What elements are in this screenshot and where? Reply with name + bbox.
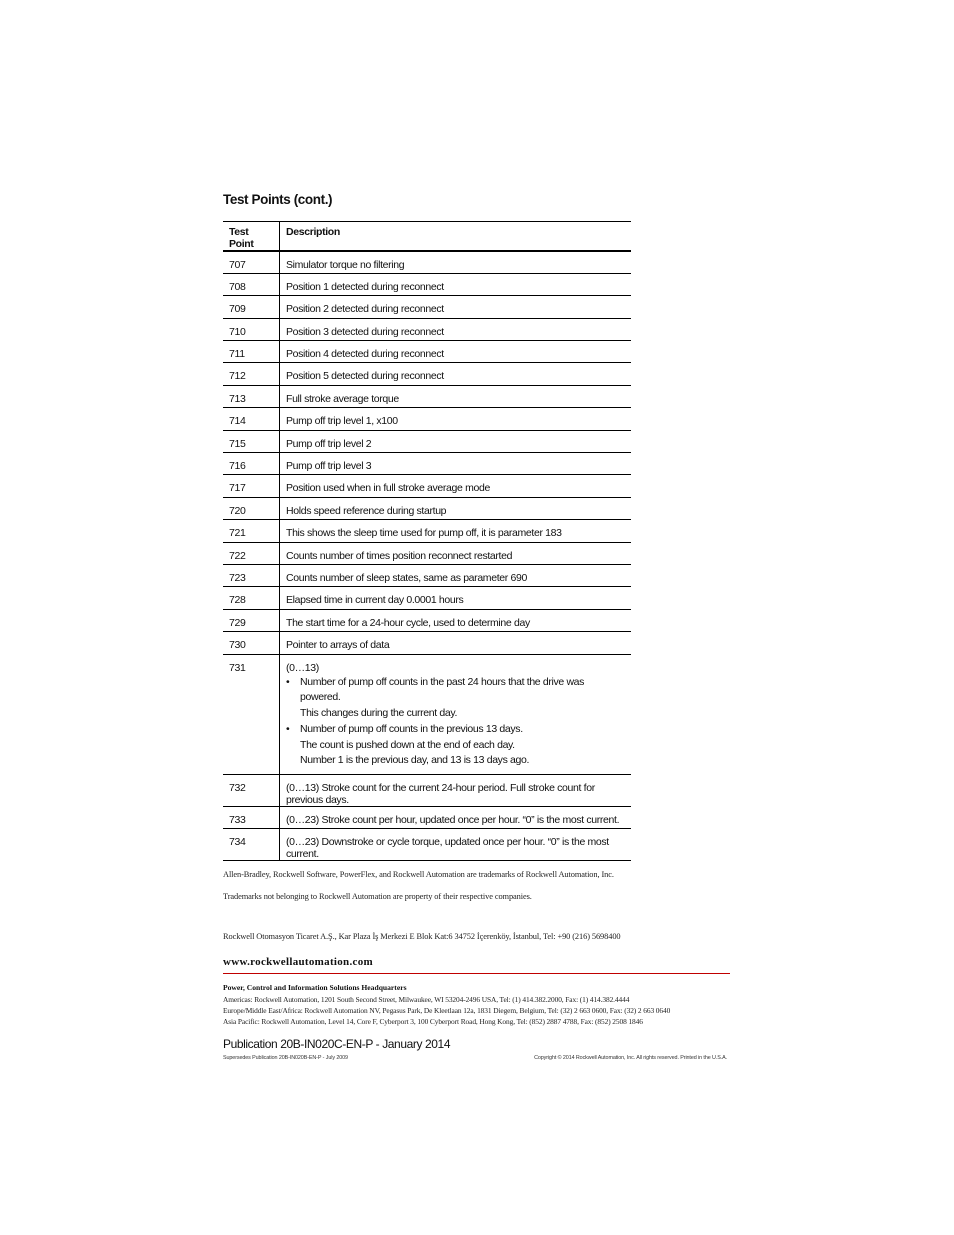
description-cell: Pump off trip level 3 [286,460,372,473]
description-cell: Position 5 detected during reconnect [286,370,444,383]
table-row [223,564,631,586]
emea-address: Europe/Middle East/Africa: Rockwell Automation NV, Pegasus Park, De Kleetlaan 12a, 1831 Diegem, Belgium, Tel: (32) 2 663 0600, Fax: (32) 2 663 0640 [223,1006,671,1015]
website-link[interactable]: www.rockwellautomation.com [223,956,373,968]
test-point-cell: 723 [223,564,280,586]
turkey-office-address: Rockwell Otomasyon Ticaret A.Ş., Kar Plaza İş Merkezi E Blok Kat:6 34752 İçerenköy, İstanbul, Tel: +90 (216) 5698400 [223,932,621,941]
test-point-cell: 732 [223,774,280,806]
table-header-row [223,222,631,252]
publication-number: Publication 20B-IN020C-EN-P - January 2014 [223,1037,451,1051]
bullet-line: • Number of pump off counts in the previous 13 days. [300,723,523,736]
description-cell: Pump off trip level 2 [286,437,372,450]
trademark-notice: Allen-Bradley, Rockwell Software, PowerFlex, and Rockwell Automation are trademarks of Rockwell Automation, Inc. [223,870,614,879]
table-row [223,609,631,631]
table-row [223,774,631,806]
description-cell: (0…23) Downstroke or cycle torque, updated once per hour. “0” is the most current. [286,835,609,860]
test-point-cell: 717 [223,475,280,497]
description-cell: Pump off trip level 1, x100 [286,415,398,428]
americas-address: Americas: Rockwell Automation, 1201 South Second Street, Milwaukee, WI 53204-2496 USA, Tel: (1) 414.382.2000, Fax: (1) 414.382.4444 [223,995,630,1004]
test-point-cell: 721 [223,520,280,542]
headquarters-title: Power, Control and Information Solutions Headquarters [223,983,407,992]
table-row [223,318,631,340]
test-point-cell: 708 [223,273,280,295]
description-cell: (0…13) Stroke count for the current 24-hour period. Full stroke count for previous days. [286,781,595,806]
table-row [223,296,631,318]
table-row [223,251,631,273]
bullet-list [286,675,625,769]
asia-pacific-address: Asia Pacific: Rockwell Automation, Level 14, Core F, Cyberport 3, 100 Cyberport Road, Hong Kong, Tel: (852) 2887 4788, Fax: (852) 2508 1846 [223,1017,643,1026]
description-cell: Counts number of sleep states, same as parameter 690 [286,571,527,584]
bullet-line: Number 1 is the previous day, and 13 is 13 days ago. [300,754,530,767]
header-test-point: Test Point [223,222,280,252]
table-row [223,520,631,542]
test-point-cell: 734 [223,828,280,860]
description-cell: Holds speed reference during startup [286,504,447,517]
description-cell: Elapsed time in current day 0.0001 hours [286,594,464,607]
description-cell: Pointer to arrays of data [286,639,390,652]
description-intro: (0…13) [286,661,319,674]
table-row [223,385,631,407]
test-point-cell: 716 [223,453,280,475]
test-point-cell: 731 [223,654,280,774]
description-cell: Position 3 detected during reconnect [286,325,444,338]
test-point-cell: 722 [223,542,280,564]
test-point-cell: 712 [223,363,280,385]
table-row [223,408,631,430]
description-cell: Position 4 detected during reconnect [286,348,444,361]
test-point-cell: 728 [223,587,280,609]
test-point-cell: 713 [223,385,280,407]
table-row [223,430,631,452]
bullet-line: • Number of pump off counts in the past 24 hours that the drive was powered. [300,675,585,704]
description-cell: This shows the sleep time used for pump off, it is parameter 183 [286,527,562,540]
list-item [286,722,625,769]
test-point-cell: 733 [223,806,280,828]
description-cell [280,654,632,774]
table-row [223,806,631,828]
description-cell: Position 1 detected during reconnect [286,280,444,293]
test-point-cell: 709 [223,296,280,318]
bullet-line: This changes during the current day. [300,706,458,719]
table-row [223,475,631,497]
table-row [223,497,631,519]
description-cell: Counts number of times position reconnect restarted [286,549,513,562]
table-row [223,632,631,654]
description-cell: Position used when in full stroke average mode [286,482,490,495]
test-point-cell: 729 [223,609,280,631]
supersedes-notice: Supersedes Publication 20B-IN020B-EN-P - July 2009 [223,1055,348,1061]
table-row [223,453,631,475]
test-point-cell: 707 [223,251,280,273]
bullet-line: The count is pushed down at the end of each day. [300,738,515,751]
description-cell: (0…23) Stroke count per hour, updated once per hour. “0” is the most current. [286,813,620,826]
test-point-cell: 710 [223,318,280,340]
footer-divider [223,973,730,974]
description-cell: Position 2 detected during reconnect [286,303,444,316]
table-row [223,341,631,363]
table-row [223,654,631,774]
test-point-cell: 711 [223,341,280,363]
test-points-table [223,221,631,861]
copyright-notice: Copyright © 2014 Rockwell Automation, Inc. All rights reserved. Printed in the U.S.A. [534,1055,727,1061]
description-cell: The start time for a 24-hour cycle, used to determine day [286,616,530,629]
section-title: Test Points (cont.) [223,192,333,207]
header-description: Description [286,226,340,238]
table-row [223,273,631,295]
test-point-cell: 730 [223,632,280,654]
test-point-cell: 720 [223,497,280,519]
table-row [223,542,631,564]
table-row [223,363,631,385]
table-row [223,828,631,860]
test-point-cell: 715 [223,430,280,452]
trademark-disclaimer: Trademarks not belonging to Rockwell Automation are property of their respective companies. [223,892,532,901]
description-cell: Simulator torque no filtering [286,259,405,271]
table-row [223,587,631,609]
list-item [286,675,625,722]
description-cell: Full stroke average torque [286,392,399,405]
test-point-cell: 714 [223,408,280,430]
